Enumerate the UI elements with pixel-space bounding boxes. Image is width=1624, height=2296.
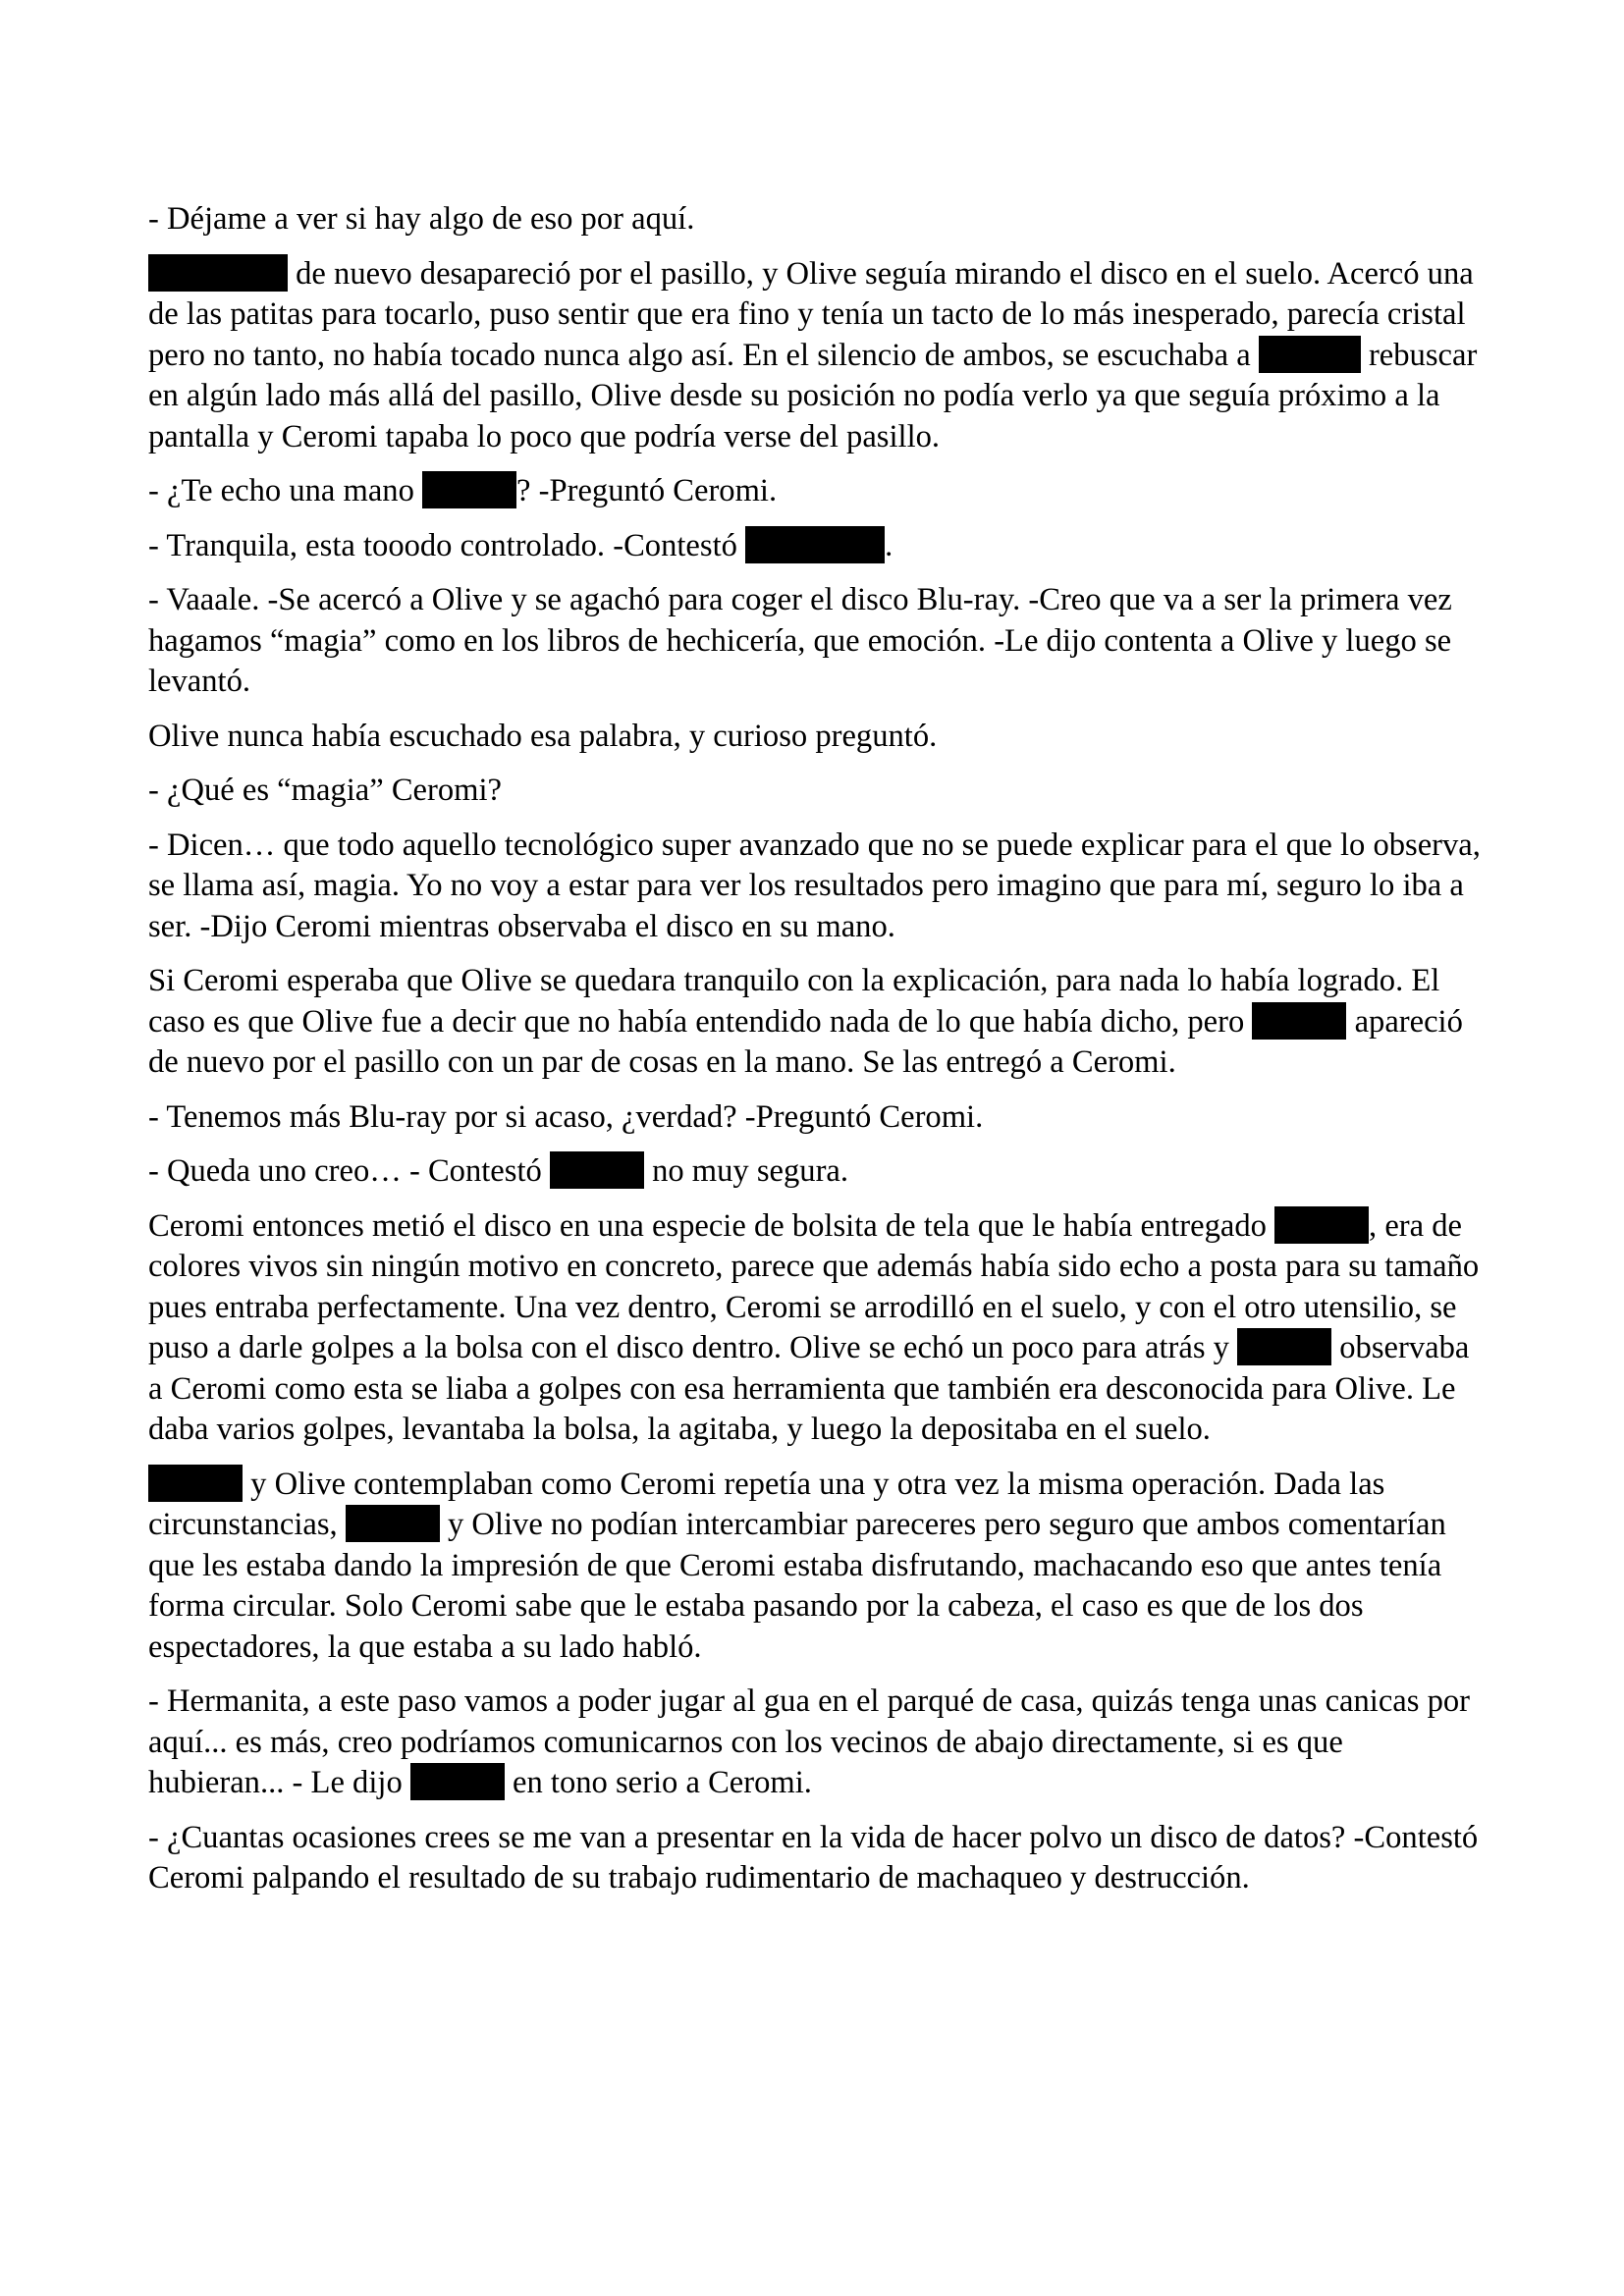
paragraph-1: - Déjame a ver si hay algo de eso por aquí. xyxy=(148,201,695,237)
paragraph-9: Si Ceromi esperaba que Olive se quedara tranquilo con la explicación, para nada lo había logrado. El caso es que Olive fue a decir que no había entendido nada de lo que había dicho, pero apareció de nuevo por el pasillo con un par de cosas en la mano. Se las entregó a Ceromi. xyxy=(148,963,1463,1080)
redaction-block xyxy=(410,1763,505,1800)
paragraph-11: - Queda uno creo… - Contestó no muy segura. xyxy=(148,1153,849,1189)
redaction-block xyxy=(1274,1206,1369,1244)
paragraph-5: - Vaaale. -Se acercó a Olive y se agachó para coger el disco Blu-ray. -Creo que va a ser la primera vez hagamos “magia” como en los libros de hechicería, que emoción. -Le dijo contenta a Olive y luego se levantó. xyxy=(148,582,1452,699)
redaction-block xyxy=(346,1505,440,1542)
paragraph-15: - ¿Cuantas ocasiones crees se me van a presentar en la vida de hacer polvo un disco de datos? -Contestó Ceromi palpando el resultado de su trabajo rudimentario de machaqueo y destrucción. xyxy=(148,1819,1479,1896)
paragraph-8: - Dicen… que todo aquello tecnológico super avanzado que no se puede explicar para el que lo observa, se llama así, magia. Yo no voy a estar para ver los resultados pero imagino que para mí, seguro lo iba a ser. -Dijo Ceromi mientras observaba el disco en su mano. xyxy=(148,827,1481,944)
redaction-block xyxy=(148,254,288,292)
paragraph-14: - Hermanita, a este paso vamos a poder jugar al gua en el parqué de casa, quizás tenga unas canicas por aquí... es más, creo podríamos comunicarnos con los vecinos de abajo directamente, si es que hubieran... - Le dijo en tono serio a Ceromi. xyxy=(148,1683,1470,1800)
paragraph-13: y Olive contemplaban como Ceromi repetía una y otra vez la misma operación. Dada las circunstancias, y Olive no podían intercambiar pareceres pero seguro que ambos comentarían que les estaba dando la impresión de que Ceromi estaba disfrutando, machacando eso que antes tenía forma circular. Solo Ceromi sabe que le estaba pasando por la cabeza, el caso es que de los dos espectadores, la que estaba a su lado habló. xyxy=(148,1466,1446,1665)
redaction-block xyxy=(745,526,885,563)
paragraph-2: de nuevo desapareció por el pasillo, y Olive seguía mirando el disco en el suelo. Acercó una de las patitas para tocarlo, puso sentir que era fino y tenía un tacto de lo más inesperado, parecía cristal pero no tanto, no había tocado nunca algo así. En el silencio de ambos, se escuchaba a rebuscar en algún lado más allá del pasillo, Olive desde su posición no podía verlo ya que seguía próximo a la pantalla y Ceromi tapaba lo poco que podría verse del pasillo. xyxy=(148,255,1478,454)
redaction-block xyxy=(148,1465,243,1502)
paragraph-3: - ¿Te echo una mano ? -Preguntó Ceromi. xyxy=(148,473,778,508)
document-body xyxy=(148,199,1484,1913)
paragraph-10: - Tenemos más Blu-ray por si acaso, ¿verdad? -Preguntó Ceromi. xyxy=(148,1098,984,1135)
paragraph-7: - ¿Qué es “magia” Ceromi? xyxy=(148,773,502,808)
redaction-block xyxy=(422,471,516,508)
paragraph-12: Ceromi entonces metió el disco en una especie de bolsita de tela que le había entregado , era de colores vivos sin ningún motivo en concreto, parece que además había sido echo a posta para su tamaño pues entraba perfectamente. Una vez dentro, Ceromi se arrodilló en el suelo, y con el otro utensilio, se puso a darle golpes a la bolsa con el disco dentro. Olive se echó un poco para atrás y observaba a Ceromi como esta se liaba a golpes con esa herramienta que también era desconocida para Olive. Le daba varios golpes, levantaba la bolsa, la agitaba, y luego la depositaba en el suelo. xyxy=(148,1207,1480,1447)
redaction-block xyxy=(550,1151,644,1189)
redaction-block xyxy=(1252,1002,1346,1040)
paragraph-4: - Tranquila, esta tooodo controlado. -Contestó . xyxy=(148,527,893,563)
redaction-block xyxy=(1259,336,1361,373)
redaction-block xyxy=(1237,1328,1331,1365)
paragraph-6: Olive nunca había escuchado esa palabra, y curioso preguntó. xyxy=(148,718,938,754)
